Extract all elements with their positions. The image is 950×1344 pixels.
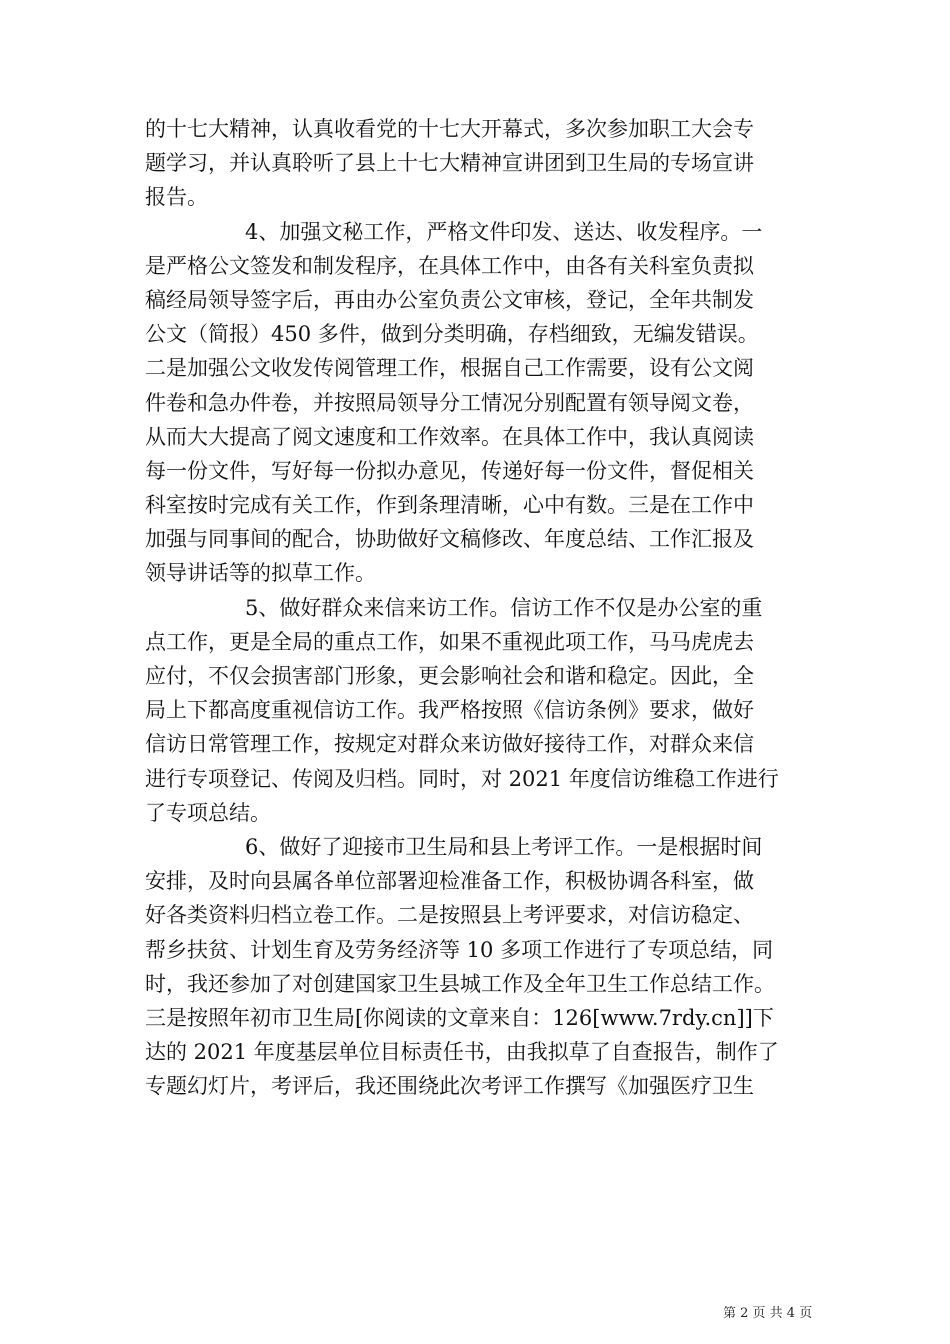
page-number: 第 2 页 共 4 页 [723,1306,813,1321]
text-line: 安排，及时向县属各单位部署迎检准备工作，积极协调各科室，做 [145,869,754,894]
text-line: 报告。 [145,185,208,210]
text-line: 题学习，并认真聆听了县上十七大精神宣讲团到卫生局的专场宣讲 [145,151,754,176]
text-line: 是严格公文签发和制发程序，在具体工作中，由各有关科室负责拟 [145,253,754,278]
text-line: 公文（简报）450 多件，做到分类明确，存档细致，无编发错误。 [145,322,759,347]
text-line: 每一份文件，写好每一份拟办意见，传递好每一份文件，督促相关 [145,458,754,483]
text-line: 帮乡扶贫、计划生育及劳务经济等 10 多项工作进行了专项总结，同 [145,937,774,962]
text-line: 科室按时完成有关工作，作到条理清晰，心中有数。三是在工作中 [145,493,754,518]
text-line: 达的 2021 年度基层单位目标责任书，由我拟草了自查报告，制作了 [145,1040,779,1065]
text-line: 的十七大精神，认真收看党的十七大开幕式，多次参加职工大会专 [145,117,754,141]
text-line: 稿经局领导签字后，再由办公室负责公文审核，登记，全年共制发 [145,287,754,312]
text-line: 时，我还参加了对创建国家卫生县城工作及全年卫生工作总结工作。 [145,971,775,996]
text-line: 加强与同事间的配合，协助做好文稿修改、年度总结、工作汇报及 [145,527,754,552]
text-line: 5、做好群众来信来访工作。信访工作不仅是办公室的重 [245,595,763,620]
text-line: 件卷和急办件卷，并按照局领导分工情况分别配置有领导阅文卷， [145,390,754,415]
text-line: 4、加强文秘工作，严格文件印发、送达、收发程序。一 [245,219,763,244]
text-line: 二是加强公文收发传阅管理工作，根据自己工作需要，设有公文阅 [145,356,754,381]
text-line: 专题幻灯片，考评后，我还围绕此次考评工作撰写《加强医疗卫生 [145,1074,754,1099]
text-line: 进行专项登记、传阅及归档。同时，对 2021 年度信访维稳工作进行 [145,766,779,791]
text-line: 领导讲话等的拟草工作。 [145,561,376,586]
text-line: 信访日常管理工作，按规定对群众来访做好接待工作，对群众来信 [145,732,754,757]
body-text [145,112,835,1103]
text-line: 局上下都高度重视信访工作。我严格按照《信访条例》要求，做好 [145,698,754,723]
text-line: 应付，不仅会损害部门形象，更会影响社会和谐和稳定。因此，全 [145,664,754,688]
text-line: 了专项总结。 [145,800,271,825]
text-line: 好各类资料归档立卷工作。二是按照县上考评要求，对信访稳定、 [145,903,754,928]
text-line: 三是按照年初市卫生局[你阅读的文章来自：126[www.7rdy.cn]]下 [145,1005,774,1030]
text-line: 点工作，更是全局的重点工作，如果不重视此项工作，马马虎虎去 [145,629,754,654]
text-line: 6、做好了迎接市卫生局和县上考评工作。一是根据时间 [245,834,763,859]
text-line: 从而大大提高了阅文速度和工作效率。在具体工作中，我认真阅读 [145,424,754,449]
